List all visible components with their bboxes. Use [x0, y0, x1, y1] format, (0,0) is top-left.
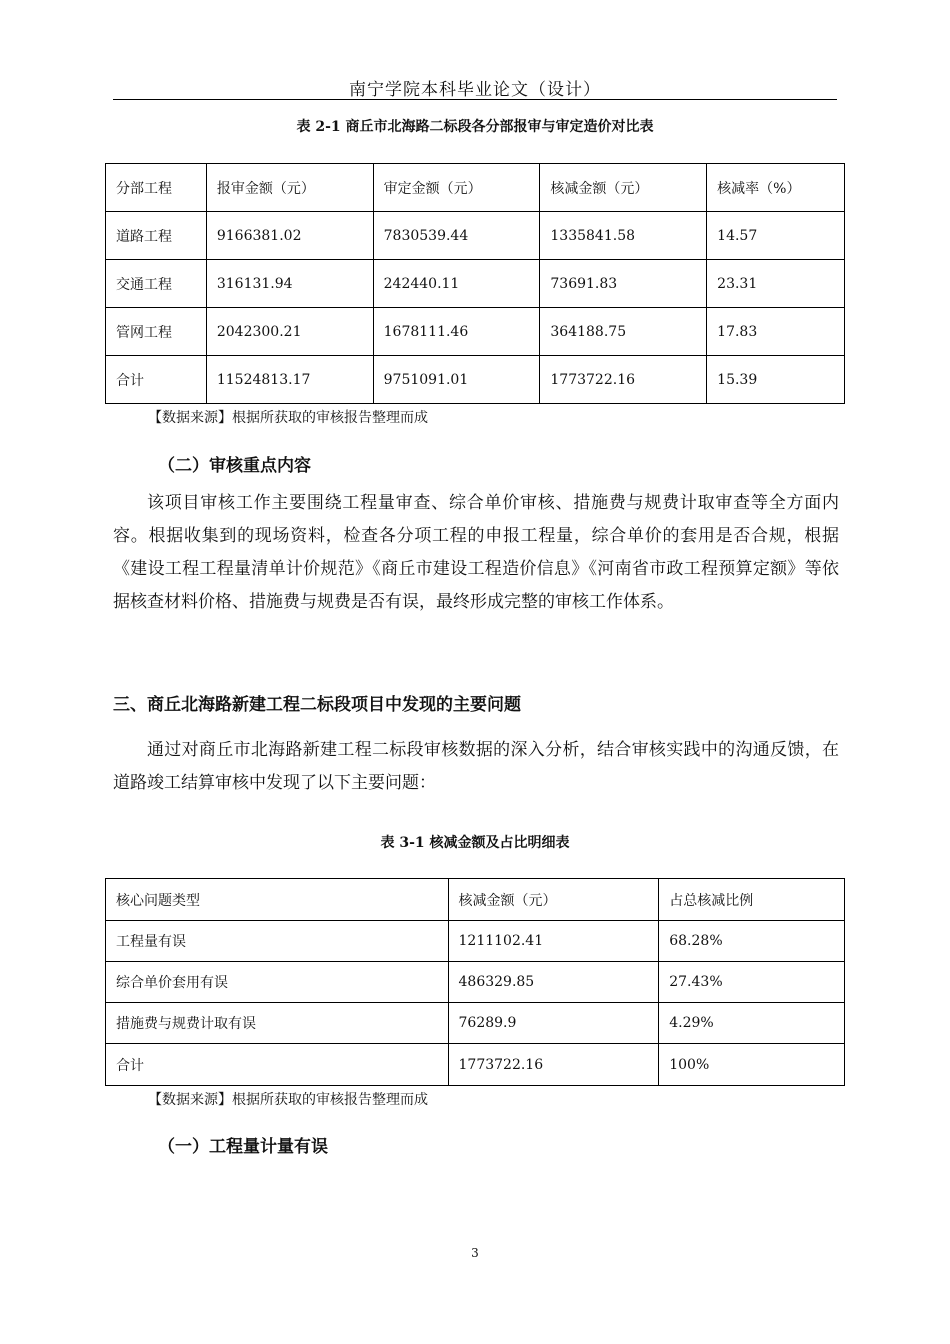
table-total-row [106, 356, 845, 404]
table-cell: 7830539.44 [373, 212, 540, 260]
table-cell: 9166381.02 [206, 212, 373, 260]
table-cell: 管网工程 [106, 308, 207, 356]
table-cell: 242440.11 [373, 260, 540, 308]
table-cell: 73691.83 [540, 260, 707, 308]
table-cell: 1335841.58 [540, 212, 707, 260]
section-heading-quantity-errors: （一）工程量计量有误 [158, 1137, 328, 1157]
table-2-source-note: 【数据来源】根据所获取的审核报告整理而成 [148, 1092, 428, 1108]
table-row [106, 260, 845, 308]
table-cell: 4.29% [659, 1003, 845, 1044]
table-1-caption: 表 2-1 商丘市北海路二标段各分部报审与审定造价对比表 [296, 119, 654, 135]
paragraph-text: 通过对商丘市北海路新建工程二标段审核数据的深入分析，结合审核实践中的沟通反馈，在道路竣工结算审核中发现了以下主要问题： [113, 740, 839, 793]
table-cell: 23.31 [707, 260, 845, 308]
table-cell: 工程量有误 [106, 921, 449, 962]
table-cell: 27.43% [659, 962, 845, 1003]
section-heading-review-focus: （二）审核重点内容 [158, 456, 311, 476]
table-cell: 1773722.16 [448, 1044, 659, 1086]
table-row [106, 962, 845, 1003]
table-header-cell: 分部工程 [106, 164, 207, 212]
table-row [106, 1003, 845, 1044]
table-cell: 316131.94 [206, 260, 373, 308]
table-2-deduction-breakdown [105, 878, 845, 1086]
table-cell: 道路工程 [106, 212, 207, 260]
table-cell: 措施费与规费计取有误 [106, 1003, 449, 1044]
table-header-cell: 核心问题类型 [106, 879, 449, 921]
table-cell: 2042300.21 [206, 308, 373, 356]
table-cell: 合计 [106, 1044, 449, 1086]
table-row [106, 308, 845, 356]
table-cell: 合计 [106, 356, 207, 404]
table-cell: 76289.9 [448, 1003, 659, 1044]
table-cell: 486329.85 [448, 962, 659, 1003]
table-cell: 14.57 [707, 212, 845, 260]
chapter-heading-main-problems: 三、商丘北海路新建工程二标段项目中发现的主要问题 [113, 695, 521, 715]
main-problems-intro-paragraph [113, 734, 839, 800]
table-total-row [106, 1044, 845, 1086]
table-cell: 1211102.41 [448, 921, 659, 962]
table-cell: 68.28% [659, 921, 845, 962]
table-cell: 综合单价套用有误 [106, 962, 449, 1003]
review-focus-paragraph [113, 487, 839, 619]
table-cell: 1678111.46 [373, 308, 540, 356]
table-header-cell: 占总核减比例 [659, 879, 845, 921]
table-cell: 364188.75 [540, 308, 707, 356]
table-cell: 1773722.16 [540, 356, 707, 404]
table-header-cell: 核减金额（元） [448, 879, 659, 921]
table-cell: 100% [659, 1044, 845, 1086]
table-cell: 15.39 [707, 356, 845, 404]
page-number: 3 [471, 1246, 479, 1260]
header-rule [113, 99, 837, 100]
table-header-cell: 审定金额（元） [373, 164, 540, 212]
table-row [106, 212, 845, 260]
table-cell: 交通工程 [106, 260, 207, 308]
table-header-cell: 核减率（%） [707, 164, 845, 212]
table-header-row [106, 879, 845, 921]
table-cell: 11524813.17 [206, 356, 373, 404]
table-header-row [106, 164, 845, 212]
table-cell: 9751091.01 [373, 356, 540, 404]
table-1-source-note: 【数据来源】根据所获取的审核报告整理而成 [148, 410, 428, 426]
running-header-title: 南宁学院本科毕业论文（设计） [349, 80, 601, 100]
table-header-cell: 报审金额（元） [206, 164, 373, 212]
table-row [106, 921, 845, 962]
table-1-review-comparison [105, 163, 845, 404]
table-cell: 17.83 [707, 308, 845, 356]
paragraph-text: 该项目审核工作主要围绕工程量审查、综合单价审核、措施费与规费计取审查等全方面内容。根据收集到的现场资料，检查各分项工程的申报工程量，综合单价的套用是否合规，根据《建设工程工程量清单计价规范》《商丘市建设工程造价信息》《河南省市政工程预算定额》等依据核查材料价格、措施费与规费是否有误，最终形成完整的审核工作体系。 [113, 493, 839, 612]
table-2-caption: 表 3-1 核减金额及占比明细表 [380, 835, 570, 851]
table-header-cell: 核减金额（元） [540, 164, 707, 212]
